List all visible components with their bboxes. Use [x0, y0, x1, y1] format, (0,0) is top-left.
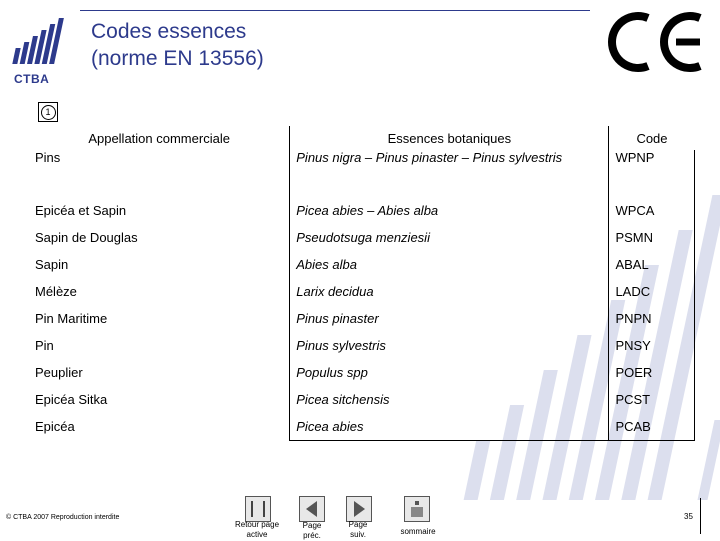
cell-botanical-name: Pinus pinaster — [290, 305, 609, 332]
table-row — [29, 150, 695, 197]
cell-code: POER — [609, 359, 695, 386]
header-botanical: Essences botaniques — [290, 126, 609, 150]
table-row — [29, 278, 695, 305]
title-line-1: Codes essences — [91, 20, 247, 43]
cell-code: PNSY — [609, 332, 695, 359]
cell-code: PSMN — [609, 224, 695, 251]
cell-code: ABAL — [609, 251, 695, 278]
summary-label: sommaire — [400, 527, 436, 536]
cell-code: PNPN — [609, 305, 695, 332]
cell-commercial-name: Epicéa Sitka — [35, 392, 108, 407]
home-icon — [405, 497, 429, 521]
previous-label: Page préc. — [302, 521, 322, 540]
previous-page-button[interactable] — [299, 496, 325, 522]
cell-commercial-name: Sapin — [35, 257, 69, 272]
arrow-right-icon — [347, 497, 371, 521]
page-title — [91, 18, 264, 72]
copyright: © CTBA 2007 Reproduction interdite — [6, 514, 120, 521]
cell-botanical-name: Picea abies — [290, 413, 609, 441]
return-label: Retour page active — [234, 520, 280, 539]
table-row — [29, 386, 695, 413]
cell-botanical-name: Larix decidua — [290, 278, 609, 305]
return-icon — [246, 497, 270, 521]
page-rule — [700, 498, 701, 534]
cell-commercial-name: Sapin de Douglas — [35, 230, 138, 245]
cell-botanical-name: Picea abies – Abies alba — [290, 197, 609, 224]
cell-commercial-name: Pin Maritime — [35, 311, 108, 326]
cell-code: LADC — [609, 278, 695, 305]
cell-botanical-name: Populus spp — [290, 359, 609, 386]
ce-mark-icon — [608, 10, 706, 74]
table-row — [29, 224, 695, 251]
table-row — [29, 251, 695, 278]
table-row — [29, 197, 695, 224]
page-number: 35 — [684, 512, 693, 521]
cell-commercial-name: Peuplier — [35, 365, 83, 380]
logo-text: CTBA — [14, 72, 50, 86]
number-circle: 1 — [41, 105, 56, 120]
cell-code: WPNP — [609, 150, 695, 197]
cell-commercial-name: Pins — [35, 150, 61, 165]
cell-botanical-name: Pinus sylvestris — [290, 332, 609, 359]
header-commercial-name: Appellation commerciale — [88, 130, 230, 146]
species-codes-table — [29, 126, 695, 441]
cell-commercial-name: Pin — [35, 338, 54, 353]
table-row — [29, 305, 695, 332]
next-label: Page suiv. — [348, 520, 368, 539]
cell-code: PCST — [609, 386, 695, 413]
header-code: Code — [609, 126, 695, 150]
arrow-left-icon — [300, 497, 324, 521]
slide-number-badge — [38, 102, 58, 122]
table-row — [29, 332, 695, 359]
ctba-logo — [8, 10, 68, 90]
table-header-row — [29, 126, 695, 150]
cell-code: WPCA — [609, 197, 695, 224]
table-row — [29, 413, 695, 441]
summary-button[interactable] — [404, 496, 430, 522]
cell-botanical-name: Pinus nigra – Pinus pinaster – Pinus sylvestris — [290, 150, 609, 197]
cell-commercial-name: Mélèze — [35, 284, 77, 299]
return-active-page-button[interactable] — [245, 496, 271, 522]
next-page-button[interactable] — [346, 496, 372, 522]
cell-code: PCAB — [609, 413, 695, 441]
cell-commercial-name: Epicéa et Sapin — [35, 203, 127, 218]
logo-bars-icon — [10, 18, 66, 64]
cell-commercial-name: Epicéa — [35, 419, 75, 434]
table-row — [29, 359, 695, 386]
cell-botanical-name: Abies alba — [290, 251, 609, 278]
cell-botanical-name: Pseudotsuga menziesii — [290, 224, 609, 251]
title-line-2: (norme EN 13556) — [91, 47, 264, 70]
title-rule — [80, 10, 590, 11]
cell-botanical-name: Picea sitchensis — [290, 386, 609, 413]
